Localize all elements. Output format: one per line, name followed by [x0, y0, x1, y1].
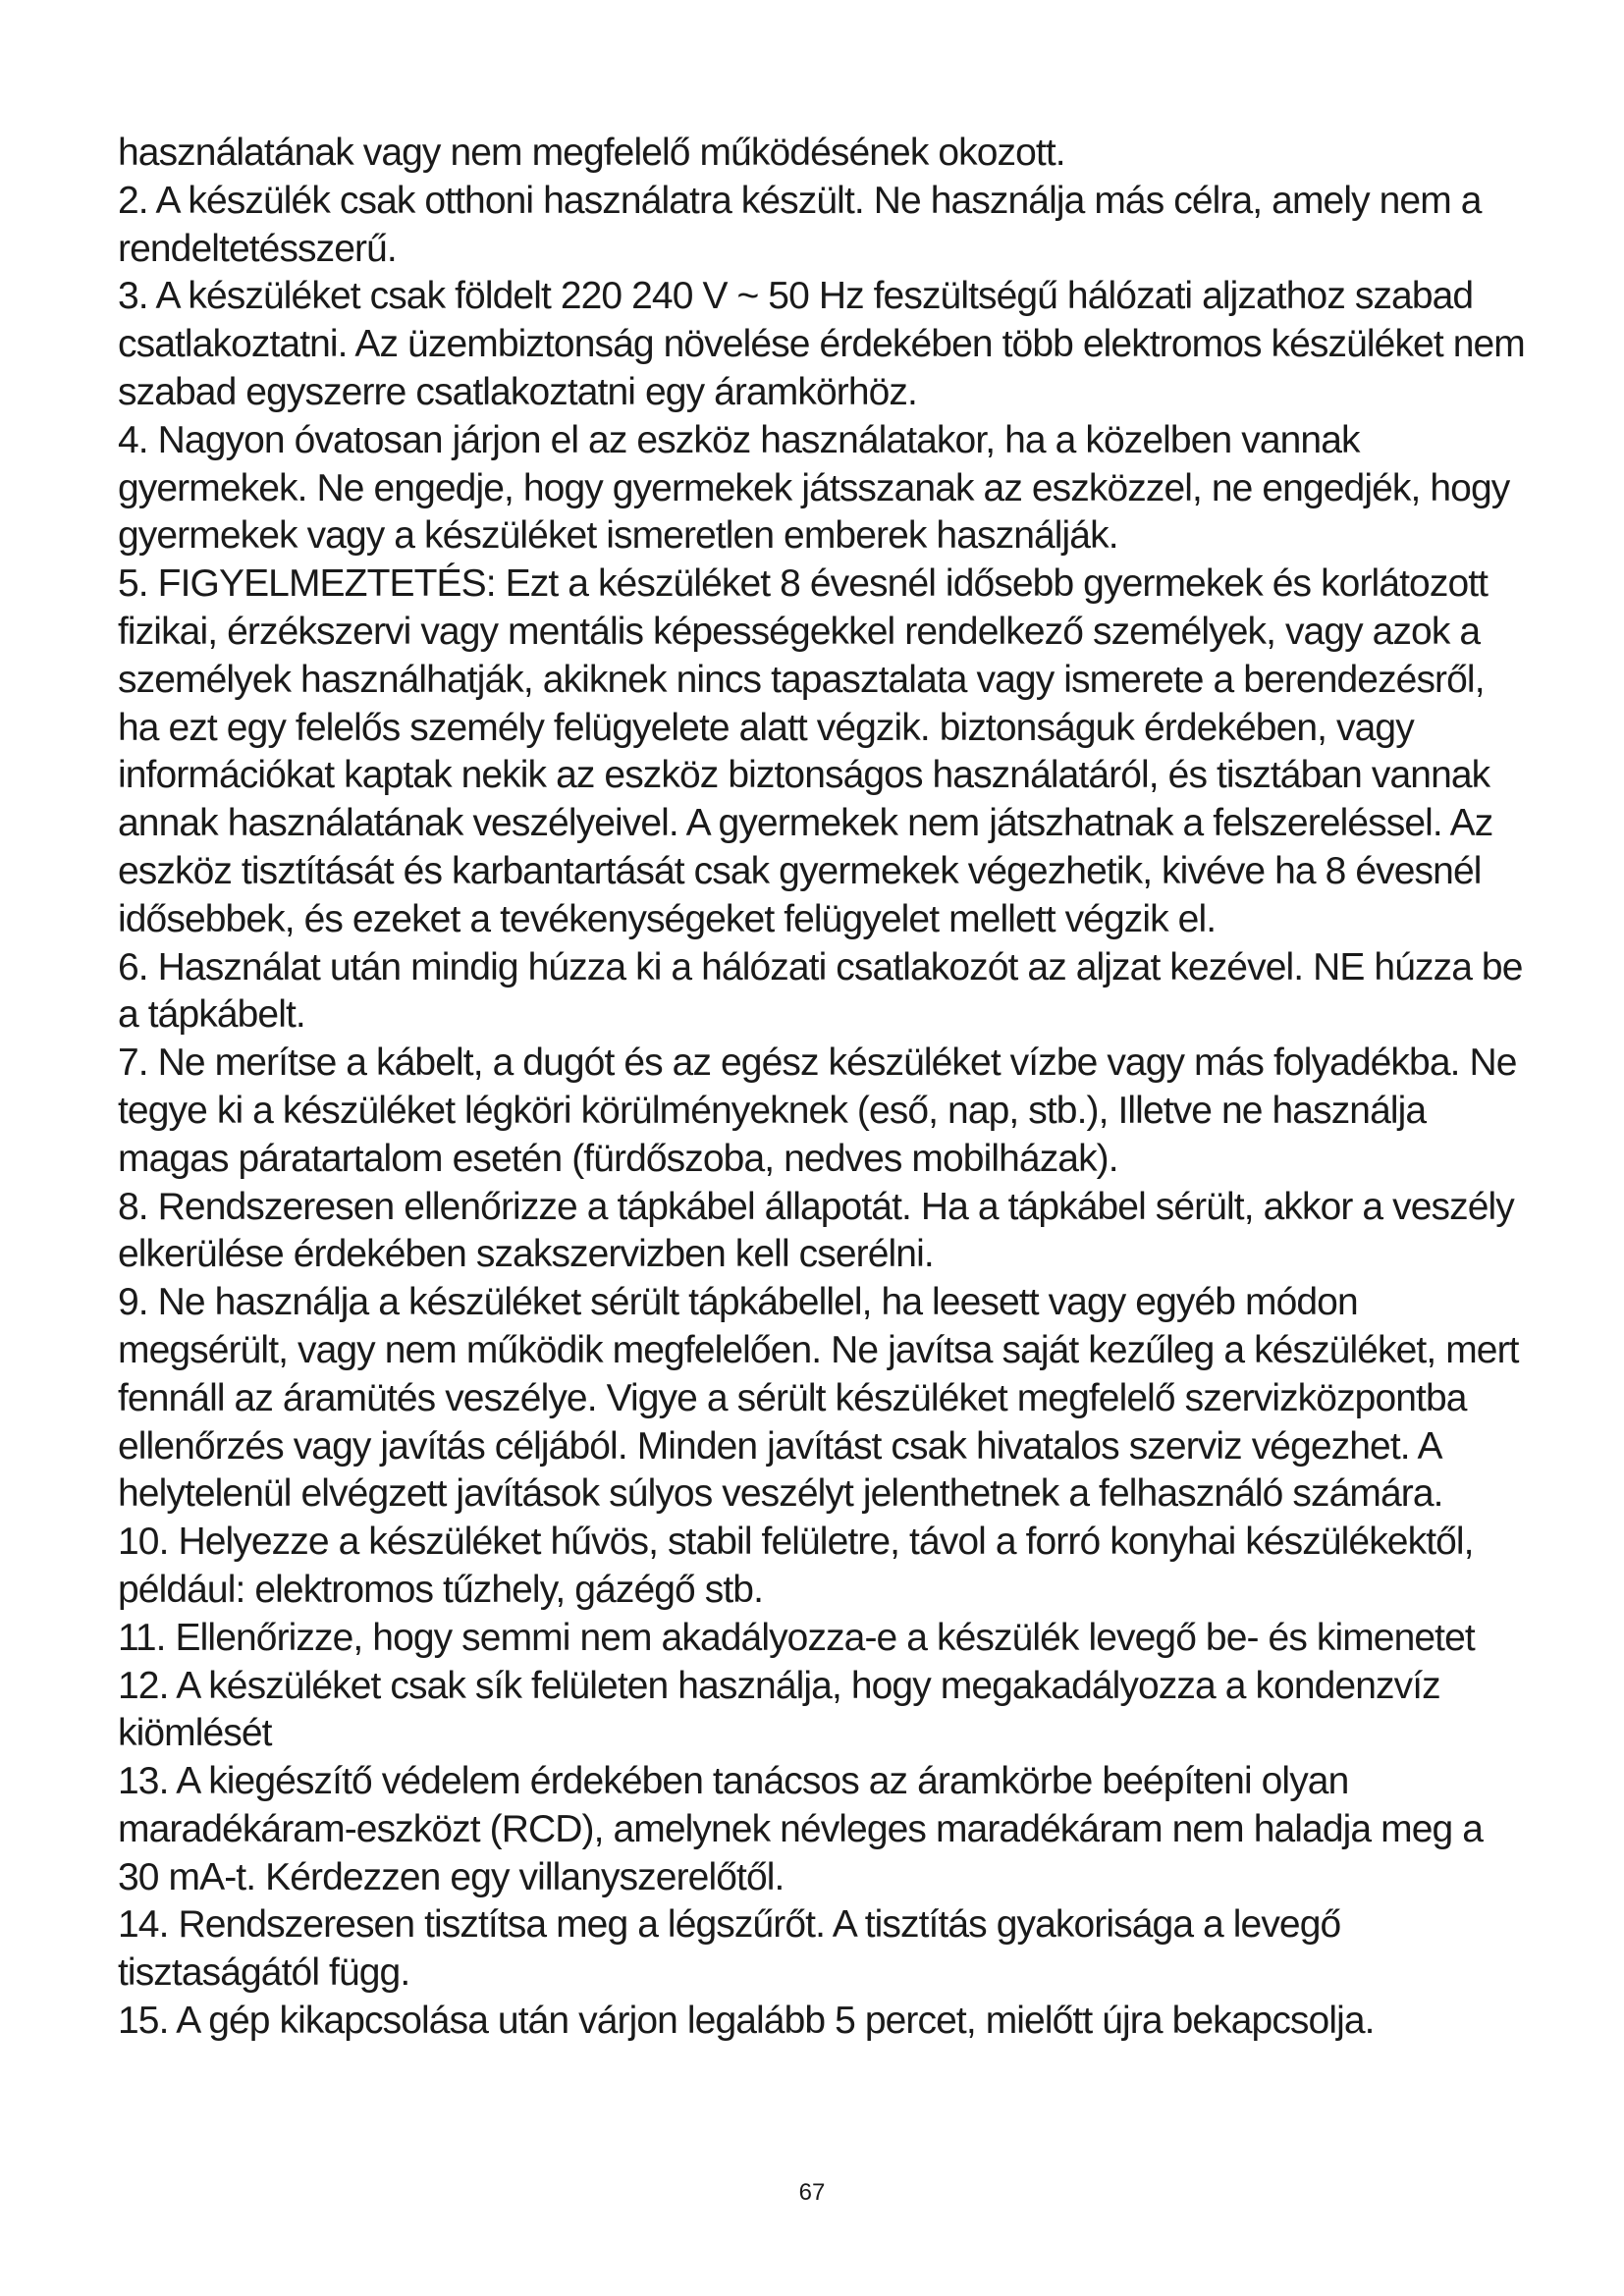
paragraph-item-11: 11. Ellenőrizze, hogy semmi nem akadályozza-e a készülék levegő be- és kimenetet	[118, 1616, 1475, 1659]
instructions-text	[118, 130, 1532, 2046]
page-number: 67	[798, 2179, 826, 2206]
paragraph-continuation: használatának vagy nem megfelelő működésének okozott.	[118, 132, 1065, 174]
paragraph-item-5: 5. FIGYELMEZTETÉS: Ezt a készüléket 8 évesnél idősebb gyermekek és korlátozott fizikai, érzékszervi vagy mentális képességekkel rendelkező személyek, vagy azok a személyek használhatják, akiknek nincs tapasztalata vagy ismerete a berendezésről, ha ezt egy felelős személy felügyelete alatt végzik. biztonságuk érdekében, vagy információkat kaptak nekik az eszköz biztonságos használatáról, és tisztában vannak annak használatának veszélyeivel. A gyermekek nem játszhatnak a felszereléssel. Az eszköz tisztítását és karbantartását csak gyermekek végezhetik, kivéve ha 8 évesnél idősebbek, és ezeket a tevékenységeket felügyelet mellett végzik el.	[118, 562, 1493, 940]
paragraph-item-7: 7. Ne merítse a kábelt, a dugót és az egész készüléket vízbe vagy más folyadékba. Ne tegye ki a készüléket légköri körülményeknek (eső, nap, stb.), Illetve ne használja magas páratartalom esetén (fürdőszoba, nedves mobilházak).	[118, 1041, 1517, 1180]
paragraph-item-3: 3. A készüléket csak földelt 220 240 V ~ 50 Hz feszültségű hálózati aljzathoz szabad csatlakoztatni. Az üzembiztonság növelése érdekében több elektromos készüléket nem szabad egyszerre csatlakoztatni egy áramkörhöz.	[118, 275, 1525, 413]
paragraph-item-8: 8. Rendszeresen ellenőrizze a tápkábel állapotát. Ha a tápkábel sérült, akkor a veszély elkerülése érdekében szakszervizben kell cserélni.	[118, 1185, 1514, 1276]
paragraph-item-15: 15. A gép kikapcsolása után várjon legalább 5 percet, mielőtt újra bekapcsolja.	[118, 2000, 1375, 2043]
paragraph-item-4: 4. Nagyon óvatosan járjon el az eszköz használatakor, ha a közelben vannak gyermekek. Ne engedje, hogy gyermekek játsszanak az eszközzel, ne engedjék, hogy gyermekek vagy a készüléket ismeretlen emberek használják.	[118, 418, 1510, 558]
paragraph-item-6: 6. Használat után mindig húzza ki a hálózati csatlakozót az aljzat kezével. NE húzza be a tápkábelt.	[118, 945, 1523, 1037]
paragraph-item-10: 10. Helyezze a készüléket hűvös, stabil felületre, távol a forró konyhai készülékektől, például: elektromos tűzhely, gázégő stb.	[118, 1521, 1474, 1611]
paragraph-item-9: 9. Ne használja a készüléket sérült tápkábellel, ha leesett vagy egyéb módon megsérült, vagy nem működik megfelelően. Ne javítsa saját kezűleg a készüléket, mert fennáll az áramütés veszélye. Vigye a sérült készüléket megfelelő szervizközpontba ellenőrzés vagy javítás céljából. Minden javítást csak hivatalos szerviz végezhet. A helytelenül elvégzett javítások súlyos veszélyt jelenthetnek a felhasználó számára.	[118, 1281, 1519, 1516]
paragraph-item-14: 14. Rendszeresen tisztítsa meg a légszűrőt. A tisztítás gyakorisága a levegő tisztaságától függ.	[118, 1903, 1341, 1995]
paragraph-item-2: 2. A készülék csak otthoni használatra készült. Ne használja más célra, amely nem a rendeltetésszerű.	[118, 179, 1482, 270]
paragraph-item-13: 13. A kiegészítő védelem érdekében tanácsos az áramkörbe beépíteni olyan maradékáram-eszközt (RCD), amelynek névleges maradékáram nem haladja meg a 30 mA-t. Kérdezzen egy villanyszerelőtől.	[118, 1760, 1483, 1898]
paragraph-item-12: 12. A készüléket csak sík felületen használja, hogy megakadályozza a kondenzvíz kiömlését	[118, 1664, 1440, 1755]
